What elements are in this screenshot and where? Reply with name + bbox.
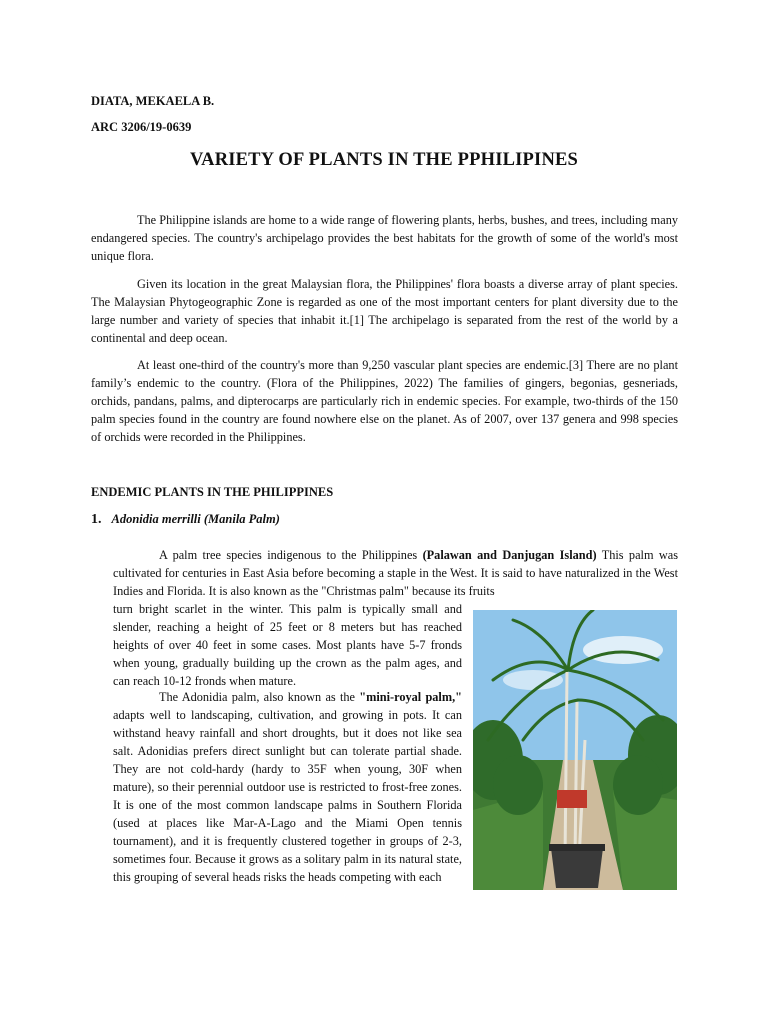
manila-palm-photo <box>473 610 677 890</box>
list-item-heading <box>91 512 280 528</box>
document-title: VARIETY OF PLANTS IN THE PPHILIPINES <box>189 150 579 170</box>
palm-p2-bold: "mini-royal palm," <box>359 690 462 704</box>
section-heading: ENDEMIC PLANTS IN THE PHILIPPINES <box>91 485 334 499</box>
palm-paragraph-1-cont: turn bright scarlet in the winter. This palm is typically small and slender, reaching a height of 25 feet or 8 meters but has reached heights of over 40 feet in some cases. Most plants have 5-7 fronds when young, gradually building up the crown as the palm ages, and can reach 10-12 fronds when mature. <box>113 602 462 688</box>
intro-paragraph-2: Given its location in the great Malaysian flora, the Philippines' flora boasts a diverse array of plant species. The Malaysian Phytogeographic Zone is regarded as one of the most important centers for plant diversity due to the large number and variety of species that inhabit it.[1] The archipelago is separated from the rest of the world by a continental and deep ocean. <box>91 277 678 345</box>
list-item-name: Adonidia merrilli (Manila Palm) <box>111 512 280 526</box>
intro-paragraph-1: The Philippine islands are home to a wide range of flowering plants, herbs, bushes, and trees, including many endangered species. The country's archipelago provides the best habitats for the growth of some of the world's most unique flora. <box>91 213 678 263</box>
course-code: ARC 3206/19-0639 <box>91 120 192 134</box>
list-item-number: 1. <box>91 512 102 527</box>
palm-p1-text-b: This palm was cultivated for centuries in East Asia before becoming a staple in the West. It is said to have naturalized in the West Indies and Florida. It is also known as the "Christmas palm" because its fruits <box>113 548 679 598</box>
intro-paragraph-3: At least one-third of the country's more than 9,250 vascular plant species are endemic.[3] There are no plant family’s endemic to the country. (Flora of the Philippines, 2022) The families of gingers, begonias, gesneriads, orchids, pandans, palms, and dipterocarps are particularly rich in endemic species. For example, two-thirds of the 150 palm species found in the country are found nowhere else on the planet. As of 2007, over 137 genera and 998 species of orchids were recorded in the Philippines. <box>91 358 678 444</box>
palm-illustration <box>473 610 677 890</box>
palm-paragraph-1 <box>113 546 678 600</box>
palm-p2-text-a: The Adonidia palm, also known as the <box>159 690 360 704</box>
palm-p1-bold: (Palawan and Danjugan Island) <box>422 548 597 562</box>
palm-paragraph-2 <box>113 688 462 886</box>
palm-p1-text-a: A palm tree species indigenous to the Philippines <box>159 548 423 562</box>
author-name: DIATA, MEKAELA B. <box>91 94 215 108</box>
palm-p2-text-b: adapts well to landscaping, cultivation, and growing in pots. It can withstand heavy rainfall and short droughts, but it does not like sea salt. Adonidias prefers direct sunlight but can tolerate partial shade. They are not cold-hardy (hardy to 35F when young, 30F when mature), so their perennial outdoor use is restricted to frost-free zones. It is one of the most common landscape palms in Southern Florida (used at places like Mar-A-Lago and the Miami Open tennis tournament), and it is frequently clustered together in groups of 2-3, sometimes four. Because it grows as a solitary palm in its natural state, this grouping of several heads risks the heads competing with each <box>113 708 462 884</box>
